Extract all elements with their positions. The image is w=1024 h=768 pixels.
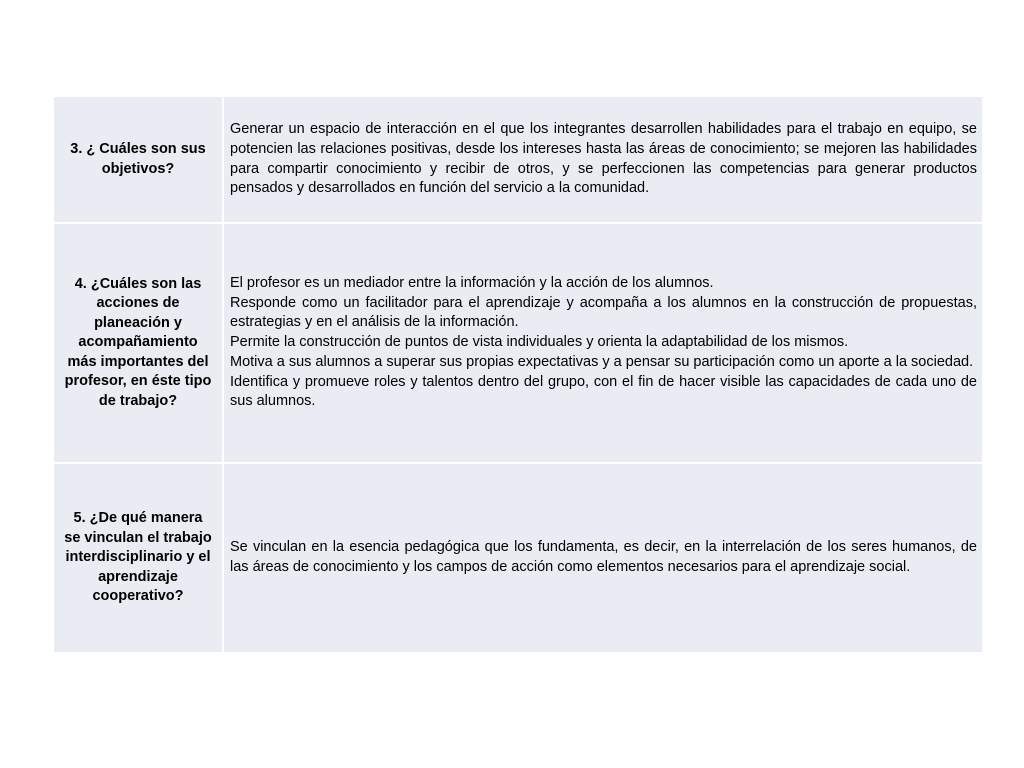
- question-text: 5. ¿De qué manera se vinculan el trabajo interdisciplinario y el aprendizaje cooperativo?: [64, 510, 212, 605]
- answer-paragraph: Permite la construcción de puntos de vista individuales y orienta la adaptabilidad de los mismos.: [230, 334, 849, 351]
- question-cell: [53, 463, 223, 653]
- table-row: [53, 223, 983, 463]
- qa-table: [52, 95, 984, 654]
- table-row: [53, 96, 983, 223]
- question-text: 4. ¿Cuáles son las acciones de planeación y acompañamiento más importantes del profesor, en éste tipo de trabajo?: [64, 275, 212, 409]
- answer-paragraph: Se vinculan en la esencia pedagógica que los fundamenta, es decir, en la interrelación de los seres humanos, de las áreas de conocimiento y los campos de acción como elementos necesarios para el aprendizaje social.: [230, 539, 977, 575]
- answer-paragraph: Responde como un facilitador para el aprendizaje y acompaña a los alumnos en la construcción de propuestas, estrategias y en el análisis de la información.: [230, 294, 977, 331]
- answer-cell: [223, 223, 983, 463]
- table-row: [53, 463, 983, 653]
- answer-paragraph: Generar un espacio de interacción en el que los integrantes desarrollen habilidades para el trabajo en equipo, se potencien las relaciones positivas, desde los intereses hasta las áreas de conocimiento; se mejoren las habilidades para compartir conocimiento y recibir de otros, y se perfeccionen las competencias para generar productos pensados y desarrollados en función del servicio a la comunidad.: [230, 120, 977, 197]
- answer-cell: [223, 463, 983, 653]
- answer-paragraph: Motiva a sus alumnos a superar sus propias expectativas y a pensar su participación como un aporte a la sociedad.: [230, 353, 974, 370]
- answer-paragraph: El profesor es un mediador entre la información y la acción de los alumnos.: [230, 274, 714, 291]
- answer-paragraph: Identifica y promueve roles y talentos dentro del grupo, con el fin de hacer visible las capacidades de cada uno de sus alumnos.: [230, 373, 977, 410]
- question-cell: [53, 223, 223, 463]
- answer-cell: [223, 96, 983, 223]
- question-cell: [53, 96, 223, 223]
- question-text: 3. ¿ Cuáles son sus objetivos?: [70, 141, 206, 177]
